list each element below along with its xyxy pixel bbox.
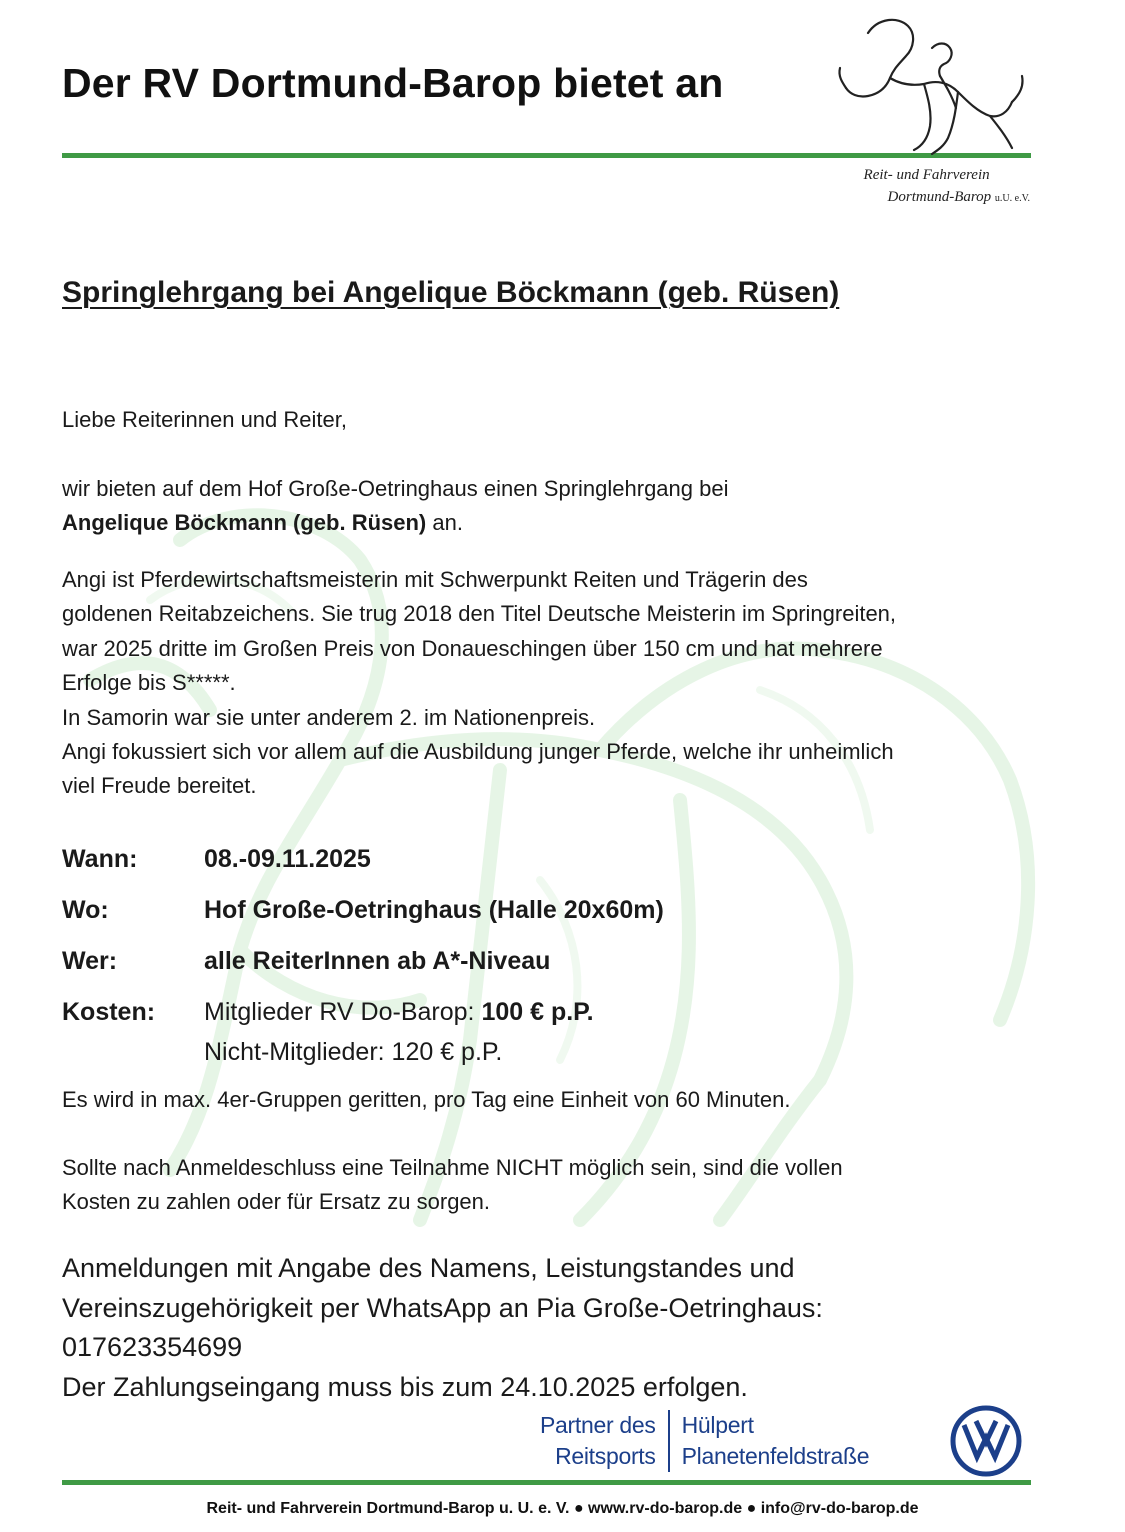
bio-line: Angi ist Pferdewirtschaftsmeisterin mit Schwerpunkt Reiten und Trägerin des: [62, 567, 808, 592]
footer-contact: Reit- und Fahrverein Dortmund-Barop u. U. e. V. ● www.rv-do-barop.de ● info@rv-do-barop.de: [206, 1500, 919, 1517]
bio-line: goldenen Reitabzeichens. Sie trug 2018 den Titel Deutsche Meisterin im Springreiten,: [62, 601, 897, 627]
detail-when: [62, 842, 371, 876]
who-value: alle ReiterInnen ab A*-Niveau: [204, 947, 551, 975]
bio-line: viel Freude bereitet.: [62, 773, 257, 799]
cost-members-text: Mitglieder RV Do-Barop:: [204, 998, 482, 1026]
partner-text-line2: Reitsports: [555, 1443, 656, 1469]
bio-line: war 2025 dritte im Großen Preis von Donaueschingen über 150 cm und hat mehrere: [62, 635, 883, 661]
detail-who: [62, 944, 550, 978]
course-title: Springlehrgang bei Angelique Böckmann (geb. Rüsen): [62, 276, 840, 309]
cancellation-line1: Sollte nach Anmeldeschluss eine Teilnahme NICHT möglich sein, sind die vollen: [62, 1155, 843, 1180]
partner-street: Planetenfeldstraße: [681, 1443, 870, 1469]
when-label: Wann:: [62, 845, 138, 873]
who-label: Wer:: [62, 947, 118, 975]
logo-text-suffix: u.U. e.V.: [994, 193, 1030, 204]
partner-text-line1: Partner des: [540, 1412, 656, 1438]
bio-line: Erfolge bis S*****.: [62, 670, 236, 696]
greeting-text: Liebe Reiterinnen und Reiter,: [62, 407, 347, 432]
registration-paragraph: [62, 1249, 1062, 1407]
cancellation-paragraph: [62, 1151, 1062, 1220]
detail-cost: [62, 995, 594, 1029]
where-label: Wo:: [62, 896, 109, 924]
groups-note: Es wird in max. 4er-Gruppen geritten, pro Tag eine Einheit von 60 Minuten.: [62, 1087, 791, 1112]
cost-label: Kosten:: [62, 998, 156, 1026]
when-value: 08.-09.11.2025: [204, 845, 371, 873]
instructor-name: Angelique Böckmann (geb. Rüsen): [62, 510, 427, 536]
bio-line: In Samorin war sie unter anderem 2. im Nationenpreis.: [62, 704, 596, 730]
payment-deadline: Der Zahlungseingang muss bis zum 24.10.2025 erfolgen.: [62, 1371, 748, 1402]
footer-divider: [62, 1480, 1031, 1485]
logo-text-line2: Dortmund-Barop: [887, 189, 992, 205]
bio-line: Angi fokussiert sich vor allem auf die Ausbildung junger Pferde, welche ihr unheimlich: [62, 739, 894, 765]
where-value: Hof Große-Oetringhaus (Halle 20x60m): [204, 896, 664, 924]
registration-phone: 017623354699: [62, 1332, 243, 1362]
intro-line1: wir bieten auf dem Hof Große-Oetringhaus einen Springlehrgang bei: [62, 476, 729, 501]
bio-paragraph: [62, 563, 1062, 804]
cost-nonmembers: Nicht-Mitglieder: 120 € p.P.: [204, 1038, 503, 1066]
partner-name: Hülpert: [681, 1412, 754, 1438]
registration-line1: Anmeldungen mit Angabe des Namens, Leistungstandes und: [62, 1253, 795, 1283]
cost-members-price: 100 € p.P.: [481, 998, 594, 1026]
page-header-title: Der RV Dortmund-Barop bietet an: [62, 60, 724, 106]
registration-line2: Vereinszugehörigkeit per WhatsApp an Pia Große-Oetringhaus:: [62, 1292, 823, 1323]
club-logo-text: [864, 164, 1030, 210]
vw-logo-icon: [950, 1405, 1022, 1477]
partner-block: [540, 1410, 869, 1472]
logo-text-line1: Reit- und Fahrverein: [863, 167, 990, 183]
intro-line2-tail: an.: [426, 510, 463, 536]
intro-paragraph: [62, 472, 1062, 541]
detail-where: [62, 893, 664, 927]
cancellation-line2: Kosten zu zahlen oder für Ersatz zu sorgen.: [62, 1189, 491, 1215]
